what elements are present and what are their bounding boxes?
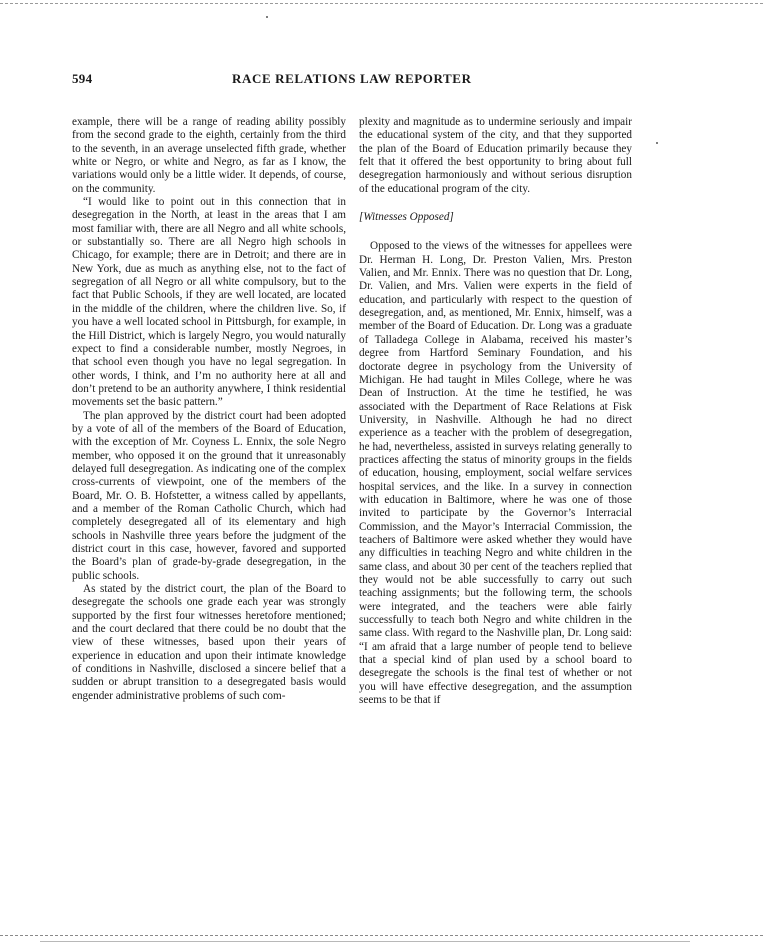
right-paragraph-continuation: plexity and magnitude as to undermine seriously and impair the educational system of the city, and that they supported the plan of the Board of Education primarily because they felt that it offered the best opportunity to bring about full desegregation harmoniously and without serious disruption of the educational program of the city. <box>359 116 632 195</box>
bottom-scan-edge <box>0 935 763 936</box>
left-paragraph-3: The plan approved by the district court had been adopted by a vote of all of the members of the Board of Education, with the exception of Mr. Coyness L. Ennix, the sole Negro member, who opposed it on the ground that it unreasonably delayed full desegregation. As indicating one of the complex cross-currents of viewpoint, one of the members of the Board, Mr. O. B. Hofstetter, a witness called by appellants, and a member of the Roman Catholic Church, which had completely desegregated all of its elementary and high schools in Nashville three years before the judgment of the district court in this case, however, favored and supported the Board’s plan of grade-by-grade desegregation, in the public schools. <box>72 409 346 582</box>
top-scan-edge <box>0 3 763 4</box>
right-column <box>359 116 632 707</box>
section-heading: [Witnesses Opposed] <box>359 211 454 224</box>
left-paragraph-1: example, there will be a range of reading ability possibly from the second grade to the eighth, certainly from the third to the seventh, in an average unselected fifth grade, whether white or Negro, or white and Negro, as far as I know, the variations would only be a little wider. It depends, of course, on the community. <box>72 116 346 195</box>
right-paragraph-2: Opposed to the views of the witnesses for appellees were Dr. Herman H. Long, Dr. Preston Valien, Mrs. Preston Valien, and Mr. Ennix. There was no question that Dr. Long, Dr. Valien, and Mrs. Valien were experts in the field of education, and particularly with respect to the question of desegregation, and, as mentioned, Mr. Ennix, himself, was a member of the Board of Education. Dr. Long was a graduate of Talladega College in Alabama, received his master’s degree from Hartford Seminary Foundation, and his doctorate degree in psychology from the University of Michigan. He had taught in Miles College, where he was Dean of Instruction. At the time he testified, he was associated with the Department of Race Relations at Fisk University, in Nashville. Although he had no direct experience as a teacher with the problem of desegregation, he had, nevertheless, assisted in surveys relating generally to practices affecting the status of minority groups in the fields of education, housing, employment, social welfare services hospital services, and the like. In a survey in connection with education in Baltimore, where he was one of those invited to participate by the Governor’s Interracial Commission, and the Mayor’s Interracial Commission, the teachers of Baltimore were asked whether they would have any difficulties in teaching Negro and white children in the same class, and about 30 per cent of the teachers replied that they would not be able successfully to carry out such teaching assignments; but the following term, the schools were integrated, and the teachers were able fairly successfully to teach both Negro and white children in the same class. With regard to the Nashville plan, Dr. Long said: “I am afraid that a large number of people tend to believe that a special kind of plan used by a school board to desegregate the schools is the final test of whether or not you will have effective desegregation, and the assumption seems to be that if <box>359 240 632 707</box>
margin-speck <box>266 16 268 18</box>
left-paragraph-2: “I would like to point out in this connection that in desegregation in the North, at least in the areas that I am most familiar with, there are all Negro and all white schools, or substantially so. There are all Negro high schools in Chicago, for example; there are in Detroit; and there are in New York, due as much as anything else, not to the fact of segregation of all Negro or all white compulsory, but to the fact that Public Schools, if they are well located, are located in the middle of the children, where the children live. So, if you have a well located school in Pittsburgh, for example, in the Hill District, which is largely Negro, you would naturally expect to find a considerable number, mostly Negroes, in that school even though you have no legal segregation. In other words, I think, and I’m no authority here at all and don’t pretend to be an authority anywhere, I think residential movements set the basic pattern.” <box>72 196 346 409</box>
page-number: 594 <box>72 71 93 86</box>
bottom-scan-line <box>40 941 690 942</box>
running-head: RACE RELATIONS LAW REPORTER <box>232 71 472 86</box>
left-paragraph-4: As stated by the district court, the plan of the Board to desegregate the schools one grade each year was strongly supported by the first four witnesses heretofore mentioned; and the court declared that there could be no doubt that the view of these witnesses, based upon their years of experience in education and upon their intimate knowledge of conditions in Nashville, disclosed a sincere belief that a sudden or abrupt transition to a desegregated basis would engender administrative problems of such com- <box>72 583 346 702</box>
margin-speck <box>656 142 658 144</box>
left-column <box>72 116 346 703</box>
